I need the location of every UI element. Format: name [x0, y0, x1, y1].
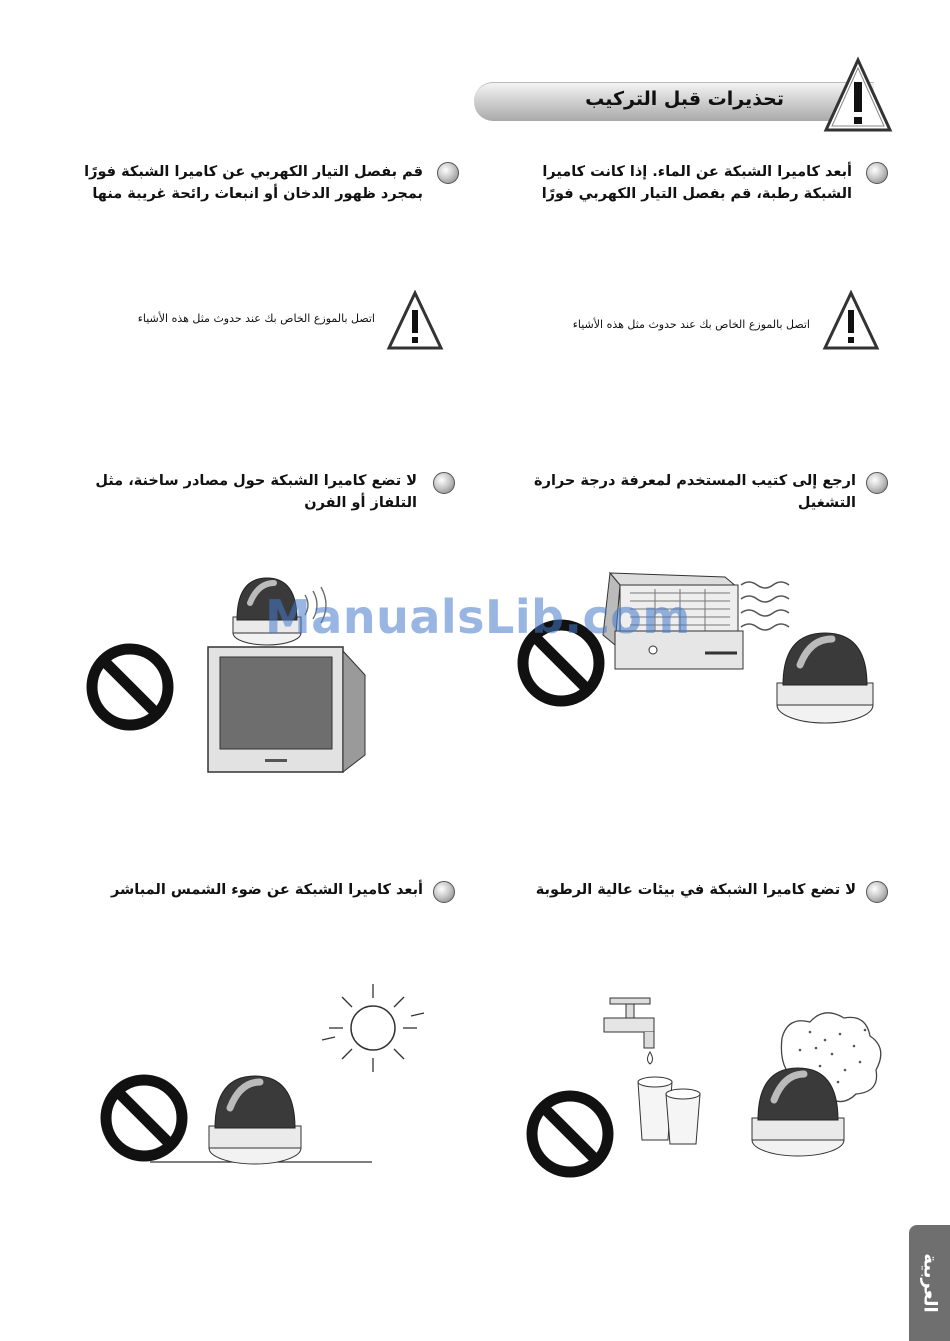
item-3-line-2: التشغيل [797, 495, 856, 511]
language-label: العربية [919, 1253, 940, 1313]
dealer-note-left: اتصل بالموزع الخاص بك عند حدوث مثل هذه الأشياء [137, 312, 375, 325]
warning-item-4 [17, 470, 417, 514]
language-side-tab [909, 1225, 950, 1341]
item-4-line-1: لا تضع كاميرا الشبكة حول مصادر ساخنة، مثل [95, 473, 417, 489]
page-title: تحذيرات قبل التركيب [585, 88, 784, 110]
item-4-line-2: التلفاز أو الفرن [304, 495, 417, 511]
item-5-line-1: لا تضع كاميرا الشبكة في بيئات عالية الرطوبة [535, 882, 856, 898]
watermark: ManualsLib.com [265, 590, 691, 644]
bullet-icon [437, 162, 459, 184]
bullet-icon [866, 162, 888, 184]
warning-item-3 [496, 470, 856, 514]
sunlight-illustration [90, 980, 430, 1170]
item-6-line-1: أبعد كاميرا الشبكة عن ضوء الشمس المباشر [111, 882, 423, 898]
bullet-icon [433, 881, 455, 903]
item-1-line-1: أبعد كاميرا الشبكة عن الماء. إذا كانت كاميرا [542, 164, 852, 180]
humidity-illustration [520, 990, 890, 1180]
caution-triangle-icon [822, 290, 880, 352]
item-1-line-2: الشبكة رطبة، قم بفصل التيار الكهربي فورًا [541, 186, 852, 202]
warning-icon [822, 56, 894, 136]
item-3-line-1: ارجع إلى كتيب المستخدم لمعرفة درجة حرارة [534, 473, 856, 489]
bullet-icon [866, 881, 888, 903]
caution-triangle-icon [386, 290, 444, 352]
dealer-note-right: اتصل بالموزع الخاص بك عند حدوث مثل هذه الأشياء [572, 318, 810, 331]
item-2-line-1: قم بفصل التيار الكهربي عن كاميرا الشبكة فورًا [84, 164, 423, 180]
item-2-line-2: بمجرد ظهور الدخان أو انبعاث رائحة غريبة منها [92, 186, 423, 202]
bullet-icon [433, 472, 455, 494]
warning-item-6 [23, 879, 423, 901]
header-banner [474, 82, 874, 121]
bullet-icon [866, 472, 888, 494]
warning-item-1 [492, 161, 852, 205]
warning-item-5 [496, 879, 856, 901]
warning-item-2 [23, 161, 423, 205]
